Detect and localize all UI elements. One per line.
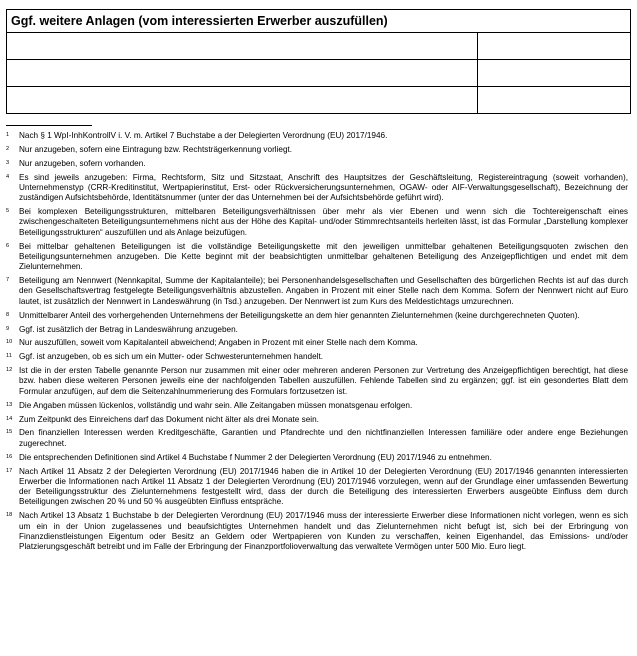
footnote-text: Beteiligung am Nennwert (Nennkapital, Summe der Kapitalanteile); bei Personenhandelsgesellschaften und Gesellschaften des bürgerlichen Rechts ist auf das durch den Gesellschaftsvertrag festgelegte Beteiligungsverhältnis abzustellen. Angaben in Prozent mit einer Stelle nach dem Komma. Sofern der Nennwert nicht auf Euro lautet, ist zusätzlich der Nennwert in Landeswährung (in Tsd.) anzugeben. Der Nennwert ist zum Kurs des Meldestichtags umzurechnen. <box>19 276 628 306</box>
annex-row-main-cell[interactable] <box>7 87 478 114</box>
footnote-text: Nur anzugeben, sofern vorhanden. <box>19 158 146 168</box>
footnote <box>6 366 628 397</box>
annex-table <box>6 9 631 114</box>
footnote <box>6 173 628 204</box>
footnote-text: Die Angaben müssen lückenlos, vollständig und wahr sein. Alle Zeitangaben müssen monatsgenau erfolgen. <box>19 400 413 410</box>
footnote-text: Den finanziellen Interessen werden Kreditgeschäfte, Garantien und Pfandrechte und den nichtfinanziellen Interessen familiäre oder andere enge Beziehungen zugerechnet. <box>19 428 628 448</box>
footnote <box>6 401 628 411</box>
annex-row-main-cell[interactable] <box>7 33 478 60</box>
annex-row-main-cell[interactable] <box>7 60 478 87</box>
footnote-number: 14 <box>6 415 13 422</box>
footnote-text: Nach Artikel 13 Absatz 1 Buchstabe b der Delegierten Verordnung (EU) 2017/1946 muss der interessierte Erwerber diese Informationen nicht vorlegen, wenn es sich um ein in der Union zugelassenes und beaufsichtigtes Unternehmen handelt und das Zielunternehmen nicht befugt ist, sich bei der Erbringung von Finanzdienstleistungen Eigentum oder Besitz an Geldern oder Wertpapieren von Kunden zu verschaffen, keinen Eigenhandel, das Emissions- und/oder Platzierungsgeschäft betreibt und im Falle der Erbringung der Finanzportfolioverwaltung das verwaltete Vermögen unter 500 Mio. Euro liegt. <box>19 511 628 552</box>
footnote-number: 9 <box>6 325 10 332</box>
footnote-number: 4 <box>6 173 10 180</box>
footnote <box>6 159 628 169</box>
annex-row <box>7 60 631 87</box>
footnote-number: 12 <box>6 367 13 374</box>
annex-row <box>7 33 631 60</box>
footnote-text: Es sind jeweils anzugeben: Firma, Rechtsform, Sitz und Sitzstaat, Anschrift des Hauptsitzes der Geschäftsleitung, Registereintragung (soweit vorhanden), Unternehmenstyp (CRR-Kreditinstitut, Wertpapierinstitut, Erst- oder Rückversicherungsunternehmen, OGAW- oder AIF-Verwaltungsgesellschaft), Bezeichnung der zuständigen Aufsichtsbehörde, Identitätsnummer (unter der das Unternehmen bei der Aufsichtsbehörde geführt wird). <box>19 172 628 203</box>
footnote-number: 16 <box>6 453 13 460</box>
footnote-text: Nach Artikel 11 Absatz 2 der Delegierten Verordnung (EU) 2017/1946 haben die in Artikel 10 der Delegierten Verordnung (EU) 2017/1946 genannten interessierten Erwerber die Informationen nach Artikel 11 Absatz 1 der Delegierten Verordnung (EU) 2017/1946 vorzulegen, wenn auf der Grundlage einer umfassenden Bewertung der Beteiligungsstruktur des Zielunternehmens festgestellt wird, dass der durch die Beteiligung des interessierten Erwerbers ausgeübte Einfluss dem durch Beteiligungen zwischen 20 % und 50 % ausgeübten Einfluss entspräche. <box>19 466 628 507</box>
footnote-number: 8 <box>6 311 10 318</box>
footnote-text: Die entsprechenden Definitionen sind Artikel 4 Buchstabe f Nummer 2 der Delegierten Verordnung (EU) 2017/1946 zu entnehmen. <box>19 452 492 462</box>
footnote-number: 18 <box>6 512 13 519</box>
footnote <box>6 131 628 141</box>
annex-row-side-cell[interactable] <box>478 33 631 60</box>
footnote-text: Bei komplexen Beteiligungsstrukturen, mittelbaren Beteiligungsverhältnissen über mehr als vier Ebenen und wenn sich die Tochtereigenschaft eines zwischengeschalteten Beteiligungsunternehmens nicht aus der Höhe des Kapital- und/oder Stimmrechtsanteils herleiten lässt, ist das Formular „Darstellung komplexer Beteiligungsstrukturen“ auszufüllen und als Anlage beizufügen. <box>19 207 628 237</box>
footnote <box>6 352 628 362</box>
footnote-number: 10 <box>6 339 13 346</box>
footnote-text: Nur anzugeben, sofern eine Eintragung bzw. Rechtsträgerkennung vorliegt. <box>19 144 293 154</box>
footnotes-section <box>6 131 628 556</box>
footnote <box>6 415 628 425</box>
footnote-text: Nach § 1 WpI-InhKontrollV i. V. m. Artikel 7 Buchstabe a der Delegierten Verordnung (EU) 2017/1946. <box>19 131 388 140</box>
footnote-number: 2 <box>6 145 10 152</box>
footnote-separator <box>6 125 92 126</box>
footnote <box>6 467 628 508</box>
footnote <box>6 207 628 238</box>
footnote-number: 11 <box>6 353 12 360</box>
footnote-number: 17 <box>6 467 13 474</box>
footnote-number: 15 <box>6 429 13 436</box>
footnote <box>6 311 628 321</box>
footnote-text: Ggf. ist anzugeben, ob es sich um ein Mutter- oder Schwesterunternehmen handelt. <box>19 352 324 362</box>
footnote-text: Nur auszufüllen, soweit vom Kapitalanteil abweichend; Angaben in Prozent mit einer Stelle nach dem Komma. <box>19 338 418 348</box>
annex-row-side-cell[interactable] <box>478 87 631 114</box>
annex-table-title: Ggf. weitere Anlagen (vom interessierten Erwerber auszufüllen) <box>11 14 388 28</box>
footnote-text: Ist die in der ersten Tabelle genannte Person nur zusammen mit einer oder mehreren anderen Personen zur Vertretung des Anzeigepflichtigen berechtigt, hat diese bzw. haben diese weiteren Personen jeweils eine der nachfolgenden Tabellen auszufüllen. Fehlende Tabellen sind zu ergänzen; ggf. ist ein gesondertes Blatt dem Formular anzufügen, auf dem die Seitenzahlnummerierung des Formulars fortzusetzen ist. <box>19 366 628 396</box>
annex-table-header <box>7 10 631 33</box>
footnote <box>6 338 628 348</box>
footnote <box>6 242 628 273</box>
footnote-number: 7 <box>6 277 10 284</box>
footnote-text: Unmittelbarer Anteil des vorhergehenden Unternehmens der Beteiligungskette an dem hier genannten Zielunternehmen (keine durchgerechneten Quoten). <box>19 310 580 320</box>
footnote <box>6 511 628 552</box>
footnote <box>6 325 628 335</box>
footnote <box>6 428 628 449</box>
footnote-number: 5 <box>6 208 10 215</box>
footnote <box>6 276 628 307</box>
footnote <box>6 453 628 463</box>
footnote-text: Ggf. ist zusätzlich der Betrag in Landeswährung anzugeben. <box>19 324 238 334</box>
footnote-number: 1 <box>6 132 10 138</box>
annex-row <box>7 87 631 114</box>
footnote-number: 13 <box>6 401 13 408</box>
footnote <box>6 145 628 155</box>
footnote-text: Zum Zeitpunkt des Einreichens darf das Dokument nicht älter als drei Monate sein. <box>19 414 319 424</box>
footnote-number: 3 <box>6 159 10 166</box>
annex-row-side-cell[interactable] <box>478 60 631 87</box>
footnote-number: 6 <box>6 242 10 249</box>
footnote-text: Bei mittelbar gehaltenen Beteiligungen ist die vollständige Beteiligungskette mit den jeweiligen unmittelbar gehaltenen Beteiligungsquoten zwischen den Beteiligungsunternehmen anzugeben. Die Kette beginnt mit der beabsichtigten unmittelbar gehaltenen Beteiligung des Anzeigepflichtigen und endet mit dem Zielunternehmen. <box>19 241 628 272</box>
